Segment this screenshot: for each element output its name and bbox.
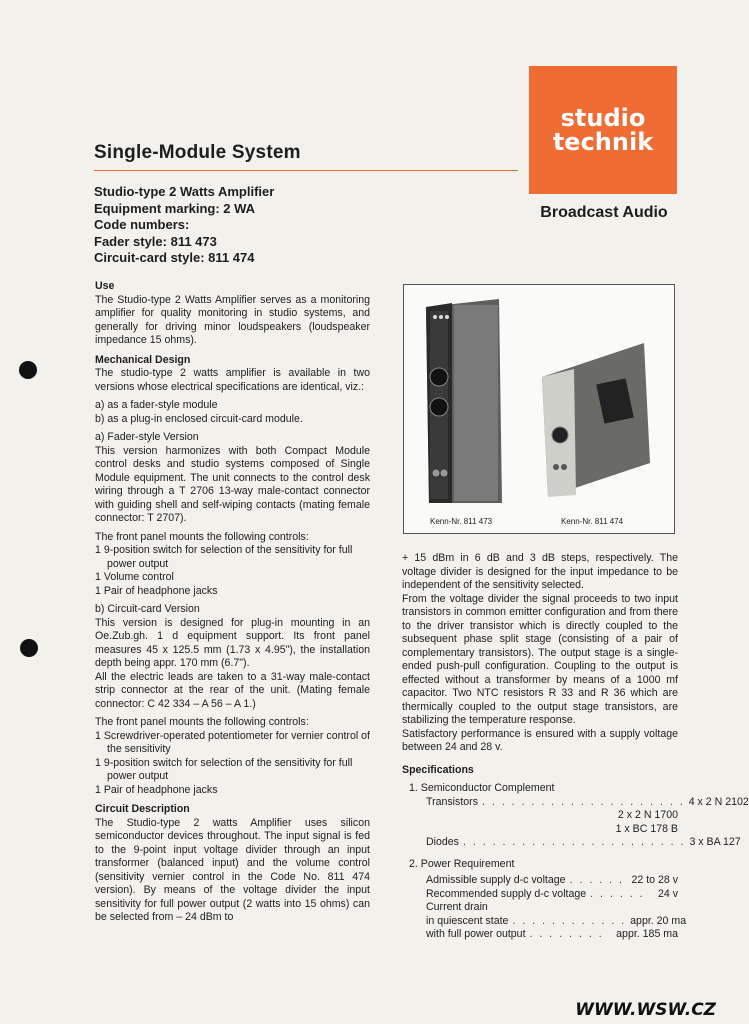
circuit-text: The Studio-type 2 watts Amplifier uses silicon semiconductor devices throughout. The input signal is fed to the 9-point input voltage divider through an input transformer (balanced input) and the volume control (sensitivity vernier control in the Code No. 811 474 version). By means of the voltage divider the input sensitivity for full power output (2 watts into 15 ohms) can be selected from – 24 dBm to: [95, 816, 370, 923]
logo-line-2: technik: [552, 128, 654, 156]
spec-label: Diodes: [426, 836, 459, 848]
studio-technik-logo: [529, 66, 677, 194]
spec-value: appr. 20 ma: [630, 914, 687, 927]
list-item: 1 Pair of headphone jacks: [95, 584, 218, 597]
front-panel-intro-2: The front panel mounts the following controls:: [95, 716, 309, 728]
product-subheading: [94, 184, 274, 267]
circuit-text-continued: + 15 dBm in 6 dB and 3 dB steps, respectively. The voltage divider is designed for the input impedance to be independent of the sensitivity selected.: [402, 552, 678, 591]
fader-heading: a) Fader-style Version: [95, 431, 199, 443]
product-photo: [403, 284, 675, 534]
subhead-line: Code numbers:: [94, 217, 190, 232]
title-rule: [94, 170, 518, 171]
photo-caption-right: Kenn-Nr. 811 474: [561, 517, 624, 526]
footer-url: WWW.WSW.CZ: [575, 1000, 716, 1020]
supply-text: Satisfactory performance is ensured with a supply voltage between 24 and 28 v.: [402, 727, 678, 753]
spec-label: Recommended supply d-c voltage: [426, 887, 587, 900]
subhead-line: Circuit-card style: 811 474: [94, 250, 255, 265]
spec-semiconductor-heading: 1. Semiconductor Complement: [409, 782, 555, 794]
mechanical-text: The studio-type 2 watts amplifier is available in two versions whose electrical specifications are identical, viz.:: [95, 367, 370, 393]
spec-row-quiescent: [426, 914, 687, 929]
binder-hole-top: [19, 361, 37, 379]
card-heading: b) Circuit-card Version: [95, 603, 200, 615]
spec-value: 4 x 2 N 2102: [688, 795, 749, 808]
spec-value: 2 x 2 N 1700: [617, 809, 678, 821]
page-title: Single-Module System: [94, 142, 301, 163]
spec-row-admissible: [426, 874, 678, 888]
spec-label: with full power output: [426, 928, 526, 940]
spec-value: appr. 185 ma: [616, 928, 678, 940]
logo-line-1: studio: [560, 104, 646, 132]
mechanical-heading: Mechanical Design: [95, 353, 191, 366]
leader-dots: . . . . . . . . . . . . . . . . . . . . .: [482, 795, 685, 808]
spec-row-transistors: [426, 795, 749, 810]
spec-value: 1 x BC 178 B: [615, 822, 678, 835]
card-text-1: This version is designed for plug-in mounting in an Oe.Zub.gh. 1 d equipment support. Its front panel measures 45 x 125.5 mm (1.73 x 4.95"), the installation depth being appr. 170 mm (6.7").: [95, 616, 370, 669]
leader-dots: . . . . . . . . . . . . . . . . . . . . . . .: [462, 836, 686, 848]
module-illustration: [404, 285, 674, 510]
left-column: [95, 280, 370, 925]
list-item: 1 9-position switch for selection of the sensitivity for full power output: [95, 544, 353, 570]
mechanical-option-b: b) as a plug-in enclosed circuit-card module.: [95, 412, 303, 425]
leader-dots: . . . . . . . . . . . .: [512, 914, 627, 927]
list-item: 1 9-position switch for selection of the sensitivity for full power output: [95, 756, 353, 782]
spec-value: 3 x BA 127: [689, 836, 741, 848]
card-text-2: All the electric leads are taken to a 31-way male-contact strip connector at the rear of the unit. (Mating female connector: C 42 334 – A 56 – A 1.): [95, 670, 370, 710]
photo-caption-left: Kenn-Nr. 811 473: [430, 517, 493, 526]
spec-value: 24 v: [657, 887, 678, 900]
subhead-line: Studio-type 2 Watts Amplifier: [94, 184, 275, 199]
binder-hole-bottom: [20, 639, 38, 657]
spec-label: Admissible supply d-c voltage: [426, 874, 566, 886]
spec-row-diodes: [426, 836, 741, 850]
spec-power-heading: 2. Power Requirement: [409, 857, 515, 870]
subhead-line: Equipment marking: 2 WA: [94, 200, 256, 216]
list-item: 1 Screwdriver-operated potentiometer for vernier control of the sensitivity: [95, 729, 370, 755]
spec-row-recommended: [426, 888, 678, 902]
spec-row-full-power: [426, 928, 678, 942]
list-item: 1 Volume control: [95, 571, 174, 583]
subhead-line: Fader style: 811 473: [94, 233, 217, 249]
spec-label: Transistors: [426, 795, 478, 808]
leader-dots: . . . . . . . .: [529, 928, 604, 940]
brand-tagline: Broadcast Audio: [540, 204, 668, 221]
spec-value: 22 to 28 v: [631, 874, 678, 886]
signal-path-text: From the voltage divider the signal proceeds to two input transistors in common emitter configuration and from there to the driver transistor which is directly coupled to the subsequent phase split stage (consisting of a pair of complementary transistors). The output stage is a single-ended push-pull configuration. Coupling to the output is effected without a transformer by means of a 1000 mf capacitor. Two NTC resistors R 33 and R 36 which are thermically coupled to the output stage transistors, are stabilizing the temperature response.: [402, 592, 678, 726]
front-panel-intro-1: The front panel mounts the following controls:: [95, 530, 309, 543]
mechanical-option-a: a) as a fader-style module: [95, 399, 218, 411]
leader-dots: . . . . . .: [569, 874, 624, 886]
circuit-heading: Circuit Description: [95, 803, 190, 815]
leader-dots: . . . . . .: [590, 887, 645, 900]
specifications-heading: Specifications: [402, 763, 474, 776]
fader-text: This version harmonizes with both Compact Module control desks and studio systems composed of Single Module equipment. The unit connects to the control desk wiring through a T 2706 13-way male-contact connector with guiding shell and self-wiping contacts (mating female connector: T 2707).: [95, 444, 370, 524]
use-text: The Studio-type 2 Watts Amplifier serves as a monitoring amplifier for quality monitoring in studio systems, and generally for driving minor loudspeakers (loudspeaker impedance 15 ohms).: [95, 293, 370, 346]
right-column: [402, 552, 749, 942]
spec-label: in quiescent state: [426, 914, 509, 927]
spec-label: Current drain: [426, 901, 488, 913]
use-heading: Use: [95, 280, 115, 292]
list-item: 1 Pair of headphone jacks: [95, 783, 218, 796]
